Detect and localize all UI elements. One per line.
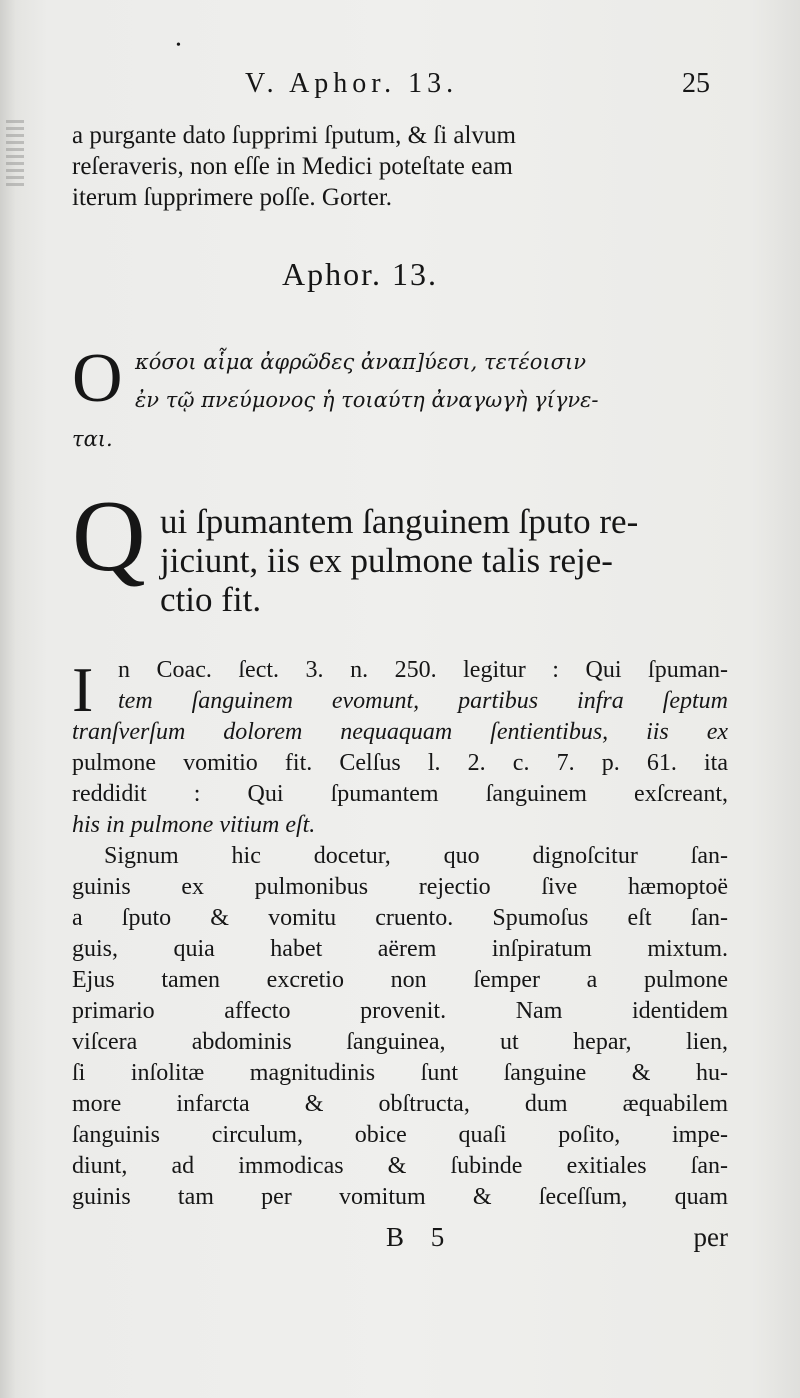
printer-mark: • [176, 38, 181, 53]
latin-line: ctio fit. [160, 580, 262, 619]
commentary-line: guinis tam per vomitum & ſeceſſum, quam [72, 1184, 728, 1210]
commentary-line: ſi inſolitæ magnitudinis ſunt ſanguine & hu- [72, 1060, 728, 1086]
commentary-line: n Coac. ſect. 3. n. 250. legitur : Qui ſpuman- [118, 657, 728, 683]
greek-initial: O [72, 340, 123, 417]
commentary-line: Ejus tamen excretio non ſemper a pulmone [72, 967, 728, 993]
latin-line: jiciunt, iis ex pulmone talis reje- [160, 541, 613, 580]
commentary-line: viſcera abdominis ſanguinea, ut hepar, lien, [72, 1029, 728, 1055]
commentary-line: pulmone vomitio fit. Celſus l. 2. c. 7. p. 61. ita [72, 750, 728, 776]
commentary-initial: I [72, 654, 94, 725]
catchword: per [693, 1222, 728, 1252]
greek-line: ται. [72, 427, 113, 451]
carryover-line: a purgante dato ſupprimi ſputum, & ſi alvum [72, 122, 516, 149]
commentary-line: a ſputo & vomitu cruento. Spumoſus eſt ſan- [72, 905, 728, 931]
commentary-line: guinis ex pulmonibus rejectio ſive hæmoptoë [72, 874, 728, 900]
page-number: 25 [682, 68, 710, 99]
commentary-line: more infarcta & obſtructa, dum æquabilem [72, 1091, 728, 1117]
commentary-line: primario affecto provenit. Nam identidem [72, 998, 728, 1024]
signature-mark: B 5 [386, 1222, 455, 1252]
page-edge-smudge [6, 120, 24, 190]
latin-initial: Q [72, 480, 146, 593]
commentary-line: reddidit : Qui ſpumantem ſanguinem exſcreant, [72, 781, 728, 807]
carryover-paragraph [72, 120, 728, 213]
running-head: V. Aphor. 13. [245, 68, 459, 99]
greek-line: ἐν τῷ πνεύμονος ἡ τοιαύτη ἀναγωγὴ γίγνε- [135, 388, 599, 412]
commentary-line: diunt, ad immodicas & ſubinde exitiales ſan- [72, 1153, 728, 1179]
commentary-line: tranſverſum dolorem nequaquam ſentientibus, iis ex [72, 719, 728, 745]
commentary-line: Signum hic docetur, quo dignoſcitur ſan- [104, 843, 728, 869]
commentary-line: tem ſanguinem evomunt, partibus infra ſeptum [118, 688, 728, 714]
carryover-line: iterum ſupprimere poſſe. Gorter. [72, 184, 393, 211]
carryover-line: reſeraveris, non eſſe in Medici poteſtate eam [72, 153, 513, 180]
commentary-line: ſanguinis circulum, obice quaſi poſito, impe- [72, 1122, 728, 1148]
commentary-line: his in pulmone vitium eſt. [72, 812, 316, 838]
greek-line: κόσοι αἷμα ἀφρῶδες ἀναπ]ύεσι, τετέοισιν [135, 350, 586, 374]
aphorism-title: Aphor. 13. [282, 256, 438, 292]
commentary-line: guis, quia habet aërem inſpiratum mixtum. [72, 936, 728, 962]
latin-line: ui ſpumantem ſanguinem ſputo re- [160, 502, 639, 541]
